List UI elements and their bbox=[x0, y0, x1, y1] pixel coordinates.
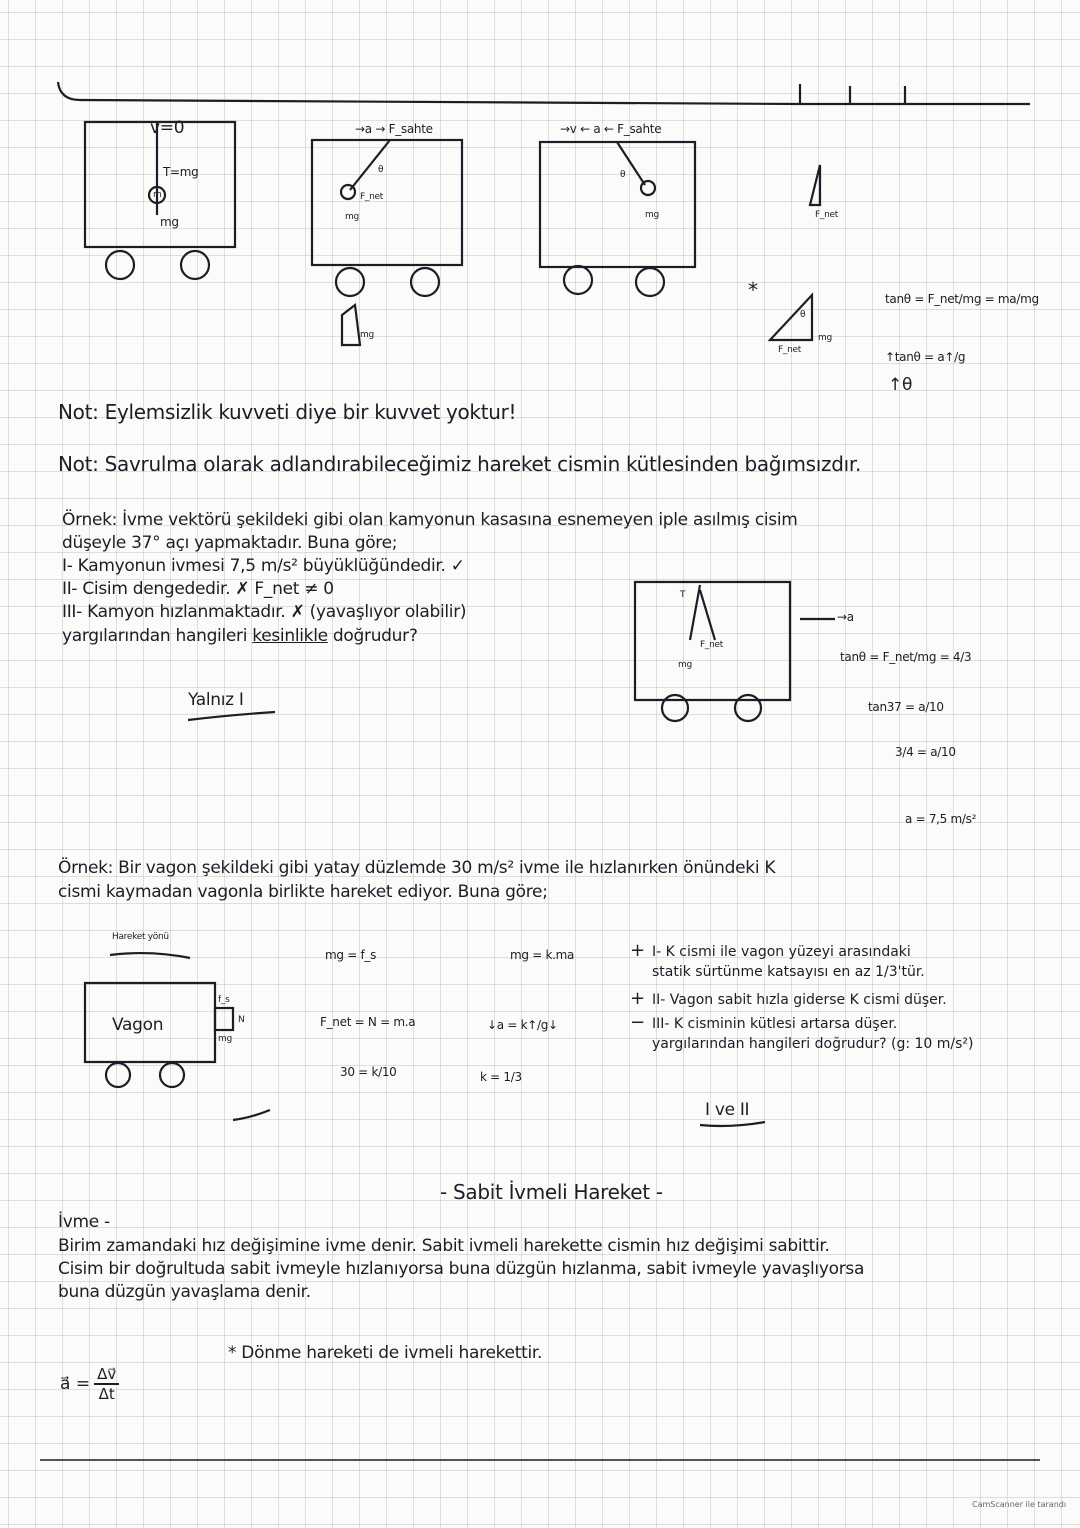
example1-line: I- Kamyonun ivmesi 7,5 m/s² büyüklüğündedir. ✓ bbox=[62, 556, 465, 576]
car3-label: →v ← a ← F_sahte bbox=[560, 122, 662, 136]
truck-accel-label: →a bbox=[837, 610, 854, 624]
car1-label: v=0 bbox=[150, 118, 185, 138]
example1-line: Örnek: İvme vektörü şekildeki gibi olan kamyonun kasasına esnemeyen iple asılmış cisim bbox=[62, 510, 798, 530]
example1-line: düşeyle 37° açı yapmaktadır. Buna göre; bbox=[62, 533, 398, 553]
example1-answer: Yalnız I bbox=[188, 690, 244, 710]
section-paragraph: Birim zamandaki hız değişimine ivme denir. Sabit ivmeli harekette cismin hız değişimi sabittir. bbox=[58, 1236, 830, 1256]
vagon-label: Vagon bbox=[112, 1015, 164, 1035]
work-line: k = 1/3 bbox=[480, 1070, 522, 1084]
car2-angle: θ bbox=[378, 165, 384, 175]
formula-lhs: a⃗ = bbox=[60, 1374, 91, 1394]
option-text: III- K cisminin kütlesi artarsa düşer. bbox=[652, 1016, 898, 1032]
work-line: mg = k.ma bbox=[510, 948, 575, 962]
example2-line: Örnek: Bir vagon şekildeki gibi yatay düzlemde 30 m/s² ivme ile hızlanırken önündeki K bbox=[58, 858, 776, 878]
car2-label: →a → F_sahte bbox=[355, 122, 433, 136]
example2-options bbox=[630, 940, 974, 1060]
solution-line: tanθ = F_net/mg = 4/3 bbox=[840, 650, 972, 664]
section-paragraph: buna düzgün yavaşlama denir. bbox=[58, 1282, 311, 1302]
direction-label: Hareket yönü bbox=[112, 932, 169, 942]
answer-underline bbox=[233, 1110, 765, 1126]
scanner-watermark: CamScanner ile tarandı bbox=[972, 1500, 1067, 1509]
formula-denominator: Δt bbox=[98, 1385, 115, 1403]
force-n: N bbox=[238, 1015, 245, 1025]
option-mark: − bbox=[630, 1012, 646, 1033]
solution-line: tan37 = a/10 bbox=[868, 700, 944, 714]
small-force-triangle bbox=[810, 165, 820, 205]
acceleration-formula bbox=[60, 1365, 119, 1403]
force-mg: mg bbox=[218, 1034, 232, 1044]
car1-weight: mg bbox=[160, 215, 179, 229]
option-mark: + bbox=[630, 940, 646, 961]
formula-theta: ↑θ bbox=[888, 375, 913, 395]
work-line: ↓a = k↑/g↓ bbox=[487, 1018, 558, 1032]
solution-line: 3/4 = a/10 bbox=[895, 745, 956, 759]
triangle-fnet: F_net bbox=[778, 345, 801, 355]
force-triangle bbox=[770, 295, 812, 340]
question-text: yargılarından hangileri bbox=[62, 626, 253, 646]
car-2 bbox=[312, 140, 462, 296]
car2-fnet: F_net bbox=[360, 192, 383, 202]
truck-weight: mg bbox=[678, 660, 692, 670]
section-title: - Sabit İvmeli Hareket - bbox=[440, 1180, 663, 1204]
answer-underline-1 bbox=[188, 712, 275, 720]
example1-line: II- Cisim dengededir. ✗ F_net ≠ 0 bbox=[62, 579, 334, 599]
car1-force: T=mg bbox=[163, 165, 199, 179]
car3-weight: mg bbox=[645, 210, 659, 220]
formula-numerator: Δv⃗ bbox=[94, 1365, 119, 1385]
option-text: yargılarından hangileri doğrudur? (g: 10 m/s²) bbox=[652, 1036, 974, 1052]
formula-tan: tanθ = F_net/mg = ma/mg bbox=[885, 292, 1039, 306]
car3-angle: θ bbox=[620, 170, 626, 180]
car-1 bbox=[85, 122, 235, 279]
work-line: F_net = N = m.a bbox=[320, 1015, 416, 1029]
option-text: statik sürtünme katsayısı en az 1/3'tür. bbox=[652, 964, 925, 980]
small-triangle-mg: mg bbox=[360, 330, 374, 340]
car1-mass: m bbox=[153, 190, 162, 200]
example1-line: III- Kamyon hızlanmaktadır. ✗ (yavaşlıyor olabilir) bbox=[62, 602, 467, 622]
note-2: Not: Savrulma olarak adlandırabileceğimiz hareket cismin kütlesinden bağımsızdır. bbox=[58, 452, 861, 476]
star-mark: * bbox=[748, 278, 758, 302]
formula-tan-a: ↑tanθ = a↑/g bbox=[885, 350, 966, 364]
small-triangle-fnet: F_net bbox=[815, 210, 838, 220]
truck-tension: T bbox=[680, 590, 686, 600]
option-text: II- Vagon sabit hızla giderse K cismi düşer. bbox=[652, 992, 947, 1008]
example2-line: cismi kaymadan vagonla birlikte hareket ediyor. Buna göre; bbox=[58, 882, 548, 902]
car-3 bbox=[540, 142, 695, 296]
question-emphasis: kesinlikle bbox=[252, 626, 328, 646]
example2-answer: I ve II bbox=[705, 1100, 750, 1120]
note-1: Not: Eylemsizlik kuvveti diye bir kuvvet yoktur! bbox=[58, 400, 517, 424]
section-paragraph: Cisim bir doğrultuda sabit ivmeyle hızlanıyorsa buna düzgün hızlanma, sabit ivmeyle yavaşlıyorsa bbox=[58, 1259, 865, 1279]
work-line: 30 = k/10 bbox=[340, 1065, 397, 1079]
section-subtitle: İvme - bbox=[58, 1212, 110, 1232]
section-note: * Dönme hareketi de ivmeli harekettir. bbox=[228, 1343, 543, 1363]
small-force-triangle-2 bbox=[342, 305, 360, 345]
option-mark: + bbox=[630, 988, 646, 1009]
truck-1 bbox=[635, 582, 790, 721]
triangle-mg: mg bbox=[818, 333, 832, 343]
question-text: doğrudur? bbox=[327, 626, 418, 646]
option-text: I- K cismi ile vagon yüzeyi arasındaki bbox=[652, 944, 911, 960]
page-header-line bbox=[58, 82, 1030, 104]
solution-line: a = 7,5 m/s² bbox=[905, 812, 977, 826]
car2-weight: mg bbox=[345, 212, 359, 222]
truck-fnet: F_net bbox=[700, 640, 723, 650]
example1-question bbox=[62, 626, 418, 646]
work-line: mg = f_s bbox=[325, 948, 377, 962]
formula-fraction bbox=[94, 1365, 119, 1403]
triangle-theta: θ bbox=[800, 310, 806, 320]
force-fs: f_s bbox=[218, 995, 230, 1005]
